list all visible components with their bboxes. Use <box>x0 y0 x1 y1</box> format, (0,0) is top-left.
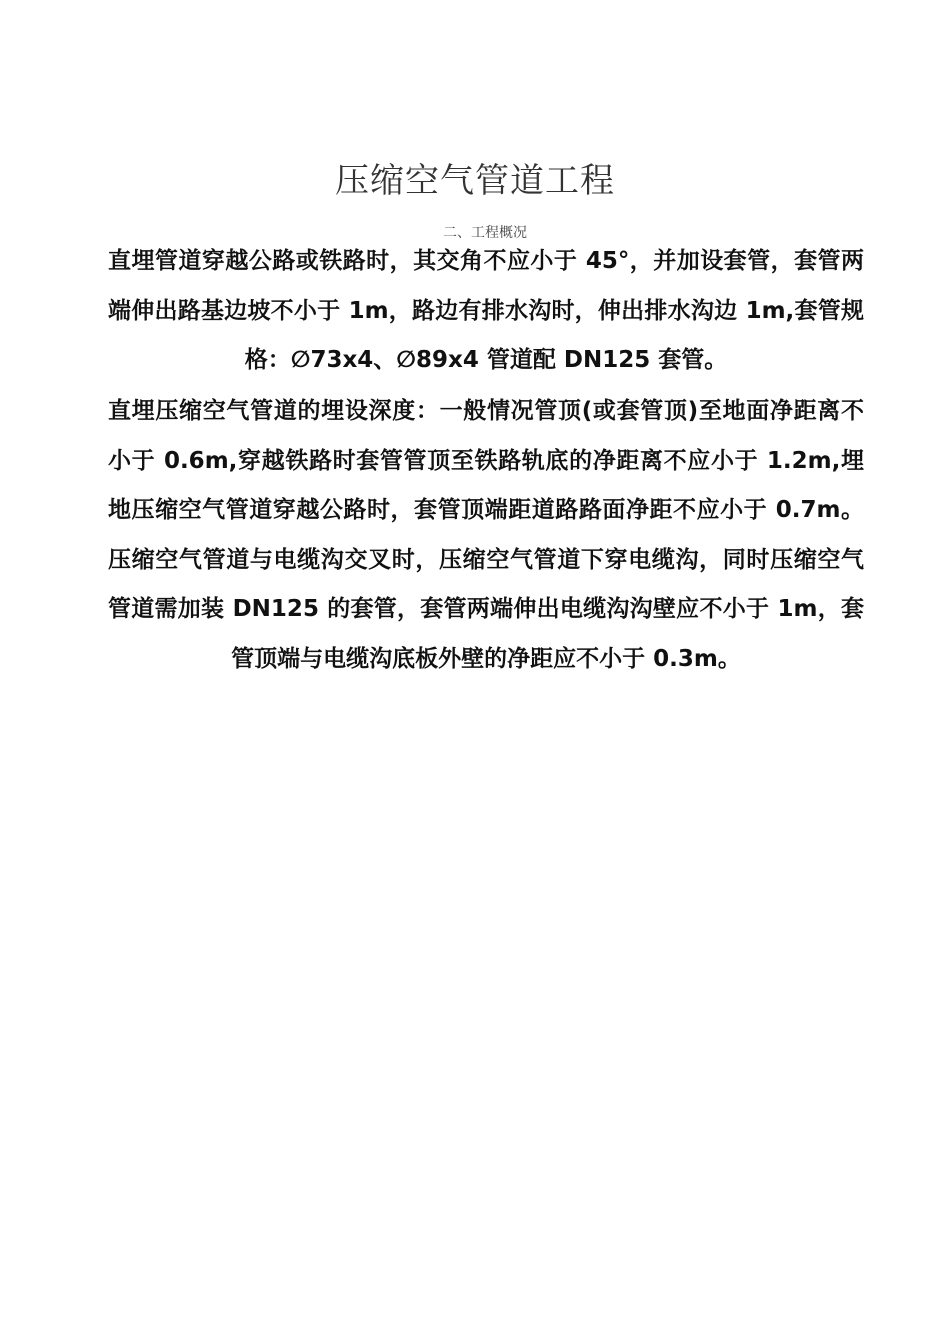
document-title: 压缩空气管道工程 <box>335 161 615 201</box>
section-heading: 二、工程概况 <box>443 225 527 241</box>
paragraph-casing-requirements: 直埋管道穿越公路或铁路时，其交角不应小于 45°，并加设套管，套管两端伸出路基边坡不小于 1m，路边有排水沟时，伸出排水沟边 1m,套管规格：∅73x4、∅89x4 管道配 DN125 套管。 <box>108 248 864 373</box>
paragraph-burial-depth: 直埋压缩空气管道的埋设深度：一般情况管顶(或套管顶)至地面净距离不小于 0.6m,穿越铁路时套管管顶至铁路轨底的净距离不应小于 1.2m,埋地压缩空气管道穿越公路时，套管顶端距道路路面净距不应小于 0.7m。压缩空气管道与电缆沟交叉时，压缩空气管道下穿电缆沟，同时压缩空气管道需加装 DN125 的套管，套管两端伸出电缆沟沟壁应不小于 1m，套管顶端与电缆沟底板外壁的净距应不小于 0.3m。 <box>108 398 864 672</box>
